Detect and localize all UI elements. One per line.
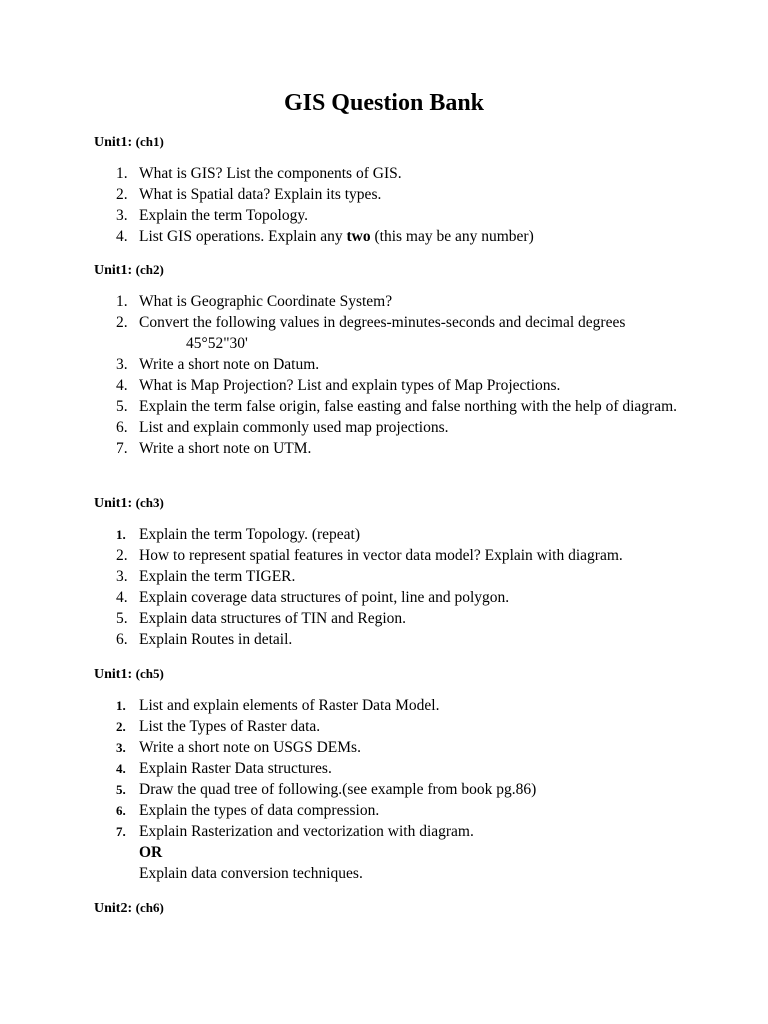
question-number: 1. — [116, 293, 128, 310]
chapter-label: (ch6) — [135, 900, 164, 915]
question-text: Explain the term Topology. (repeat) — [139, 526, 361, 543]
question-text: Convert the following values in degrees-minutes-seconds and decimal degrees — [139, 314, 626, 331]
or-label: OR — [139, 844, 163, 861]
chapter-label: (ch3) — [135, 495, 164, 510]
question-item — [0, 779, 768, 800]
question-number: 2. — [116, 186, 128, 203]
question-number: 7. — [116, 824, 126, 839]
question-text: What is GIS? List the components of GIS. — [139, 165, 402, 182]
question-item — [0, 524, 768, 545]
question-item — [0, 695, 768, 716]
question-text: Explain data structures of TIN and Region. — [139, 610, 407, 627]
question-text-emphasis: two — [346, 228, 371, 245]
question-text: Explain the types of data compression. — [139, 802, 380, 819]
question-item — [0, 737, 768, 758]
question-number: 2. — [116, 719, 126, 734]
question-text-end: (this may be any number) — [370, 228, 534, 245]
unit-label: Unit2: — [94, 901, 133, 916]
question-text: List the Types of Raster data. — [139, 718, 321, 735]
question-item — [0, 312, 768, 354]
question-number: 3. — [116, 207, 128, 224]
question-item — [0, 354, 768, 375]
question-text: Explain the term TIGER. — [139, 568, 296, 585]
question-number: 6. — [116, 631, 128, 648]
question-item — [0, 396, 768, 417]
question-text: Write a short note on USGS DEMs. — [139, 739, 361, 756]
question-number: 1. — [116, 527, 126, 542]
question-text-start: List GIS operations. Explain any — [139, 228, 347, 245]
chapter-label: (ch5) — [135, 666, 164, 681]
question-number: 5. — [116, 398, 128, 415]
question-number: 3. — [116, 568, 128, 585]
page-title: GIS Question Bank — [283, 90, 485, 116]
question-list-unit1-ch3 — [0, 524, 768, 650]
chapter-label: (ch2) — [135, 262, 164, 277]
question-item — [0, 629, 768, 650]
question-text: What is Map Projection? List and explain types of Map Projections. — [139, 377, 561, 394]
question-text: How to represent spatial features in vector data model? Explain with diagram. — [139, 547, 623, 564]
question-number: 2. — [116, 314, 128, 331]
conversion-value: 45°52"30' — [186, 335, 248, 352]
question-number: 6. — [116, 803, 126, 818]
question-text: Explain coverage data structures of point, line and polygon. — [139, 589, 510, 606]
question-number: 1. — [116, 698, 126, 713]
question-text: What is Geographic Coordinate System? — [139, 293, 393, 310]
question-number: 4. — [116, 228, 128, 245]
question-number: 2. — [116, 547, 128, 564]
question-number: 1. — [116, 165, 128, 182]
question-list-unit1-ch5 — [0, 695, 768, 884]
unit-label: Unit1: — [94, 135, 133, 150]
question-text: Explain Raster Data structures. — [139, 760, 332, 777]
question-item — [0, 587, 768, 608]
question-number: 7. — [116, 440, 128, 457]
question-text: Explain Rasterization and vectorization with diagram. — [139, 823, 474, 840]
question-text: List and explain elements of Raster Data Model. — [139, 697, 440, 714]
question-text: What is Spatial data? Explain its types. — [139, 186, 382, 203]
question-list-unit1-ch1 — [0, 163, 768, 247]
chapter-label: (ch1) — [135, 134, 164, 149]
question-item — [0, 291, 768, 312]
question-number: 5. — [116, 782, 126, 797]
alternative-question-text: Explain data conversion techniques. — [139, 865, 363, 882]
unit-label: Unit1: — [94, 263, 133, 278]
question-text: Write a short note on Datum. — [139, 356, 320, 373]
question-item — [0, 800, 768, 821]
question-item — [0, 566, 768, 587]
question-item — [0, 545, 768, 566]
section-heading-unit2-ch6 — [94, 899, 164, 918]
question-number: 4. — [116, 589, 128, 606]
unit-label: Unit1: — [94, 496, 133, 511]
question-item — [0, 438, 768, 459]
question-number: 4. — [116, 761, 126, 776]
question-text: List and explain commonly used map projections. — [139, 419, 449, 436]
question-item — [0, 184, 768, 205]
question-item — [0, 226, 768, 247]
question-item — [0, 608, 768, 629]
section-heading-unit1-ch3 — [94, 494, 164, 513]
question-item — [0, 758, 768, 779]
question-item — [0, 821, 768, 884]
question-text: Draw the quad tree of following.(see example from book pg.86) — [139, 781, 537, 798]
unit-label: Unit1: — [94, 667, 133, 682]
question-item — [0, 375, 768, 396]
question-text: Explain Routes in detail. — [139, 631, 293, 648]
question-item — [0, 417, 768, 438]
question-number: 6. — [116, 419, 128, 436]
question-text: Explain the term false origin, false easting and false northing with the help of diagram. — [139, 398, 678, 415]
question-number: 3. — [116, 356, 128, 373]
question-list-unit1-ch2 — [0, 291, 768, 459]
question-number: 5. — [116, 610, 128, 627]
section-heading-unit1-ch1 — [94, 133, 164, 152]
question-item — [0, 205, 768, 226]
question-text: Explain the term Topology. — [139, 207, 308, 224]
section-heading-unit1-ch5 — [94, 665, 164, 684]
question-text: Write a short note on UTM. — [139, 440, 312, 457]
question-item — [0, 163, 768, 184]
question-item — [0, 716, 768, 737]
question-number: 4. — [116, 377, 128, 394]
question-number: 3. — [116, 740, 126, 755]
section-heading-unit1-ch2 — [94, 261, 164, 280]
